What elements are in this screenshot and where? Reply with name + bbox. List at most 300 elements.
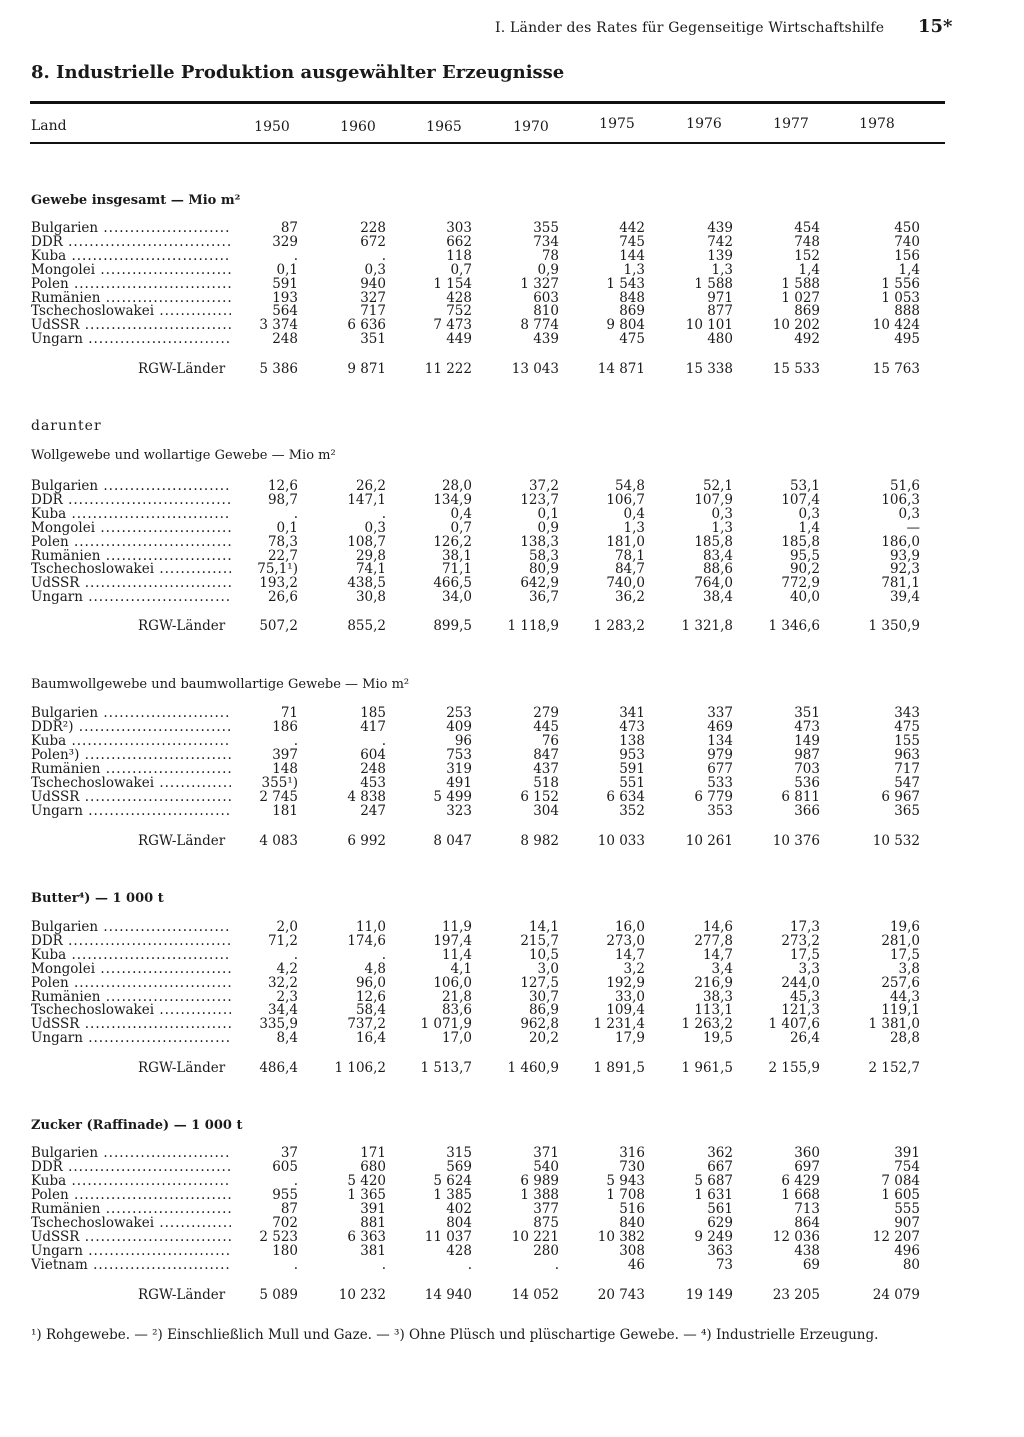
table-row	[0, 976, 1024, 990]
row-label: Tschechoslowakei .....	[31, 776, 231, 790]
table-cell: 697	[794, 1159, 820, 1175]
total-cell: 14 871	[597, 361, 645, 377]
table-cell: 96,0	[355, 974, 386, 991]
table-cell: 475	[894, 719, 920, 735]
table-cell: 37	[280, 1145, 298, 1161]
table-cell: 1 027	[781, 289, 820, 306]
table-cell: 87	[280, 220, 298, 236]
table-cell: 381	[360, 1243, 386, 1259]
table-cell: 702	[272, 1215, 298, 1231]
row-label: Rumänien .....	[31, 291, 231, 305]
row-label: Bulgarien .....	[31, 920, 231, 934]
table-cell: 16,0	[614, 919, 645, 935]
table-cell: 7 473	[433, 317, 472, 334]
table-cell: 109,4	[606, 1002, 645, 1019]
table-cell: 26,6	[267, 589, 298, 606]
table-cell: 247	[360, 803, 386, 819]
table-cell: 955	[272, 1187, 298, 1203]
total-row	[0, 619, 1024, 633]
total-cell: 855,2	[347, 618, 386, 634]
table-cell: 540	[533, 1159, 559, 1175]
table-cell: 1,3	[711, 261, 733, 278]
table-cell: 78,1	[614, 547, 645, 564]
table-cell: 772,9	[781, 575, 820, 592]
total-cell: 10 033	[597, 833, 645, 849]
table-cell: 327	[360, 289, 386, 306]
row-label: Polen .....	[31, 535, 231, 549]
total-cell: 486,4	[259, 1060, 298, 1076]
table-row	[0, 1160, 1024, 1174]
table-cell: 90,2	[789, 561, 820, 578]
table-cell: 1 381,0	[868, 1016, 920, 1033]
table-cell: 677	[707, 761, 733, 777]
table-cell: 17,5	[789, 946, 820, 963]
total-cell: 10 232	[338, 1287, 386, 1303]
table-cell: 19,5	[702, 1030, 733, 1047]
table-cell: 0,1	[276, 261, 298, 278]
column-header-year: 1975	[599, 116, 635, 132]
row-label: Ungarn .....	[31, 1244, 231, 1258]
table-row	[0, 762, 1024, 776]
row-label: Tschechoslowakei .....	[31, 562, 231, 576]
total-cell: 15 338	[685, 361, 733, 377]
table-cell: 888	[894, 303, 920, 320]
table-cell: 12,6	[355, 988, 386, 1005]
table-row	[0, 720, 1024, 734]
total-cell: 8 047	[433, 833, 472, 849]
table-cell: 591	[272, 275, 298, 292]
table-cell: 19,6	[889, 919, 920, 935]
table-cell: 149	[794, 733, 820, 749]
table-cell: 840	[619, 1215, 645, 1231]
table-cell: 428	[446, 289, 472, 306]
table-cell: 87	[280, 1201, 298, 1217]
table-cell: 33,0	[614, 988, 645, 1005]
table-cell: 6 634	[606, 789, 645, 805]
table-row	[0, 734, 1024, 748]
table-cell: 215,7	[520, 932, 559, 949]
table-row	[0, 1003, 1024, 1017]
table-row	[0, 1258, 1024, 1272]
table-cell: 4 838	[347, 789, 386, 805]
table-cell: 1 708	[606, 1187, 645, 1203]
table-cell: 78	[541, 247, 559, 264]
table-cell: 1,3	[623, 261, 645, 278]
table-cell: 323	[446, 803, 472, 819]
table-cell: 987	[794, 747, 820, 763]
table-cell: 75,1¹)	[257, 561, 298, 578]
total-cell: 19 149	[685, 1287, 733, 1303]
table-cell: 449	[446, 331, 472, 348]
table-cell: 2 745	[259, 789, 298, 805]
table-cell: .	[293, 946, 298, 963]
table-cell: 73	[715, 1257, 733, 1273]
table-cell: 248	[272, 331, 298, 348]
table-cell: 605	[272, 1159, 298, 1175]
row-label: Polen³) .....	[31, 748, 231, 762]
table-cell: 365	[894, 803, 920, 819]
row-label: UdSSR .....	[31, 1017, 231, 1031]
table-cell: 121,3	[781, 1002, 820, 1019]
row-label: Tschechoslowakei .....	[31, 1003, 231, 1017]
column-header-year: 1950	[254, 119, 290, 135]
table-cell: 516	[619, 1201, 645, 1217]
row-label: Rumänien .....	[31, 549, 231, 563]
table-cell: 88,6	[702, 561, 733, 578]
row-label: Rumänien .....	[31, 990, 231, 1004]
total-label: RGW-Länder	[138, 833, 226, 849]
table-cell: 281,0	[881, 932, 920, 949]
table-cell: 397	[272, 747, 298, 763]
table-cell: 12 207	[872, 1229, 920, 1245]
table-cell: 475	[619, 331, 645, 348]
table-cell: 737,2	[347, 1016, 386, 1033]
table-cell: .	[293, 505, 298, 522]
table-cell: 51,6	[889, 478, 920, 494]
table-cell: 1,4	[798, 261, 820, 278]
table-cell: 147,1	[347, 491, 386, 508]
total-label: RGW-Länder	[138, 618, 226, 634]
table-cell: 76	[541, 733, 559, 749]
total-cell: 1 961,5	[681, 1060, 733, 1076]
table-cell: 2,0	[276, 919, 298, 935]
table-cell: 979	[707, 747, 733, 763]
table-cell: 1 327	[520, 275, 559, 292]
table-cell: 0,3	[711, 505, 733, 522]
row-label: Bulgarien .....	[31, 706, 231, 720]
table-cell: 366	[794, 803, 820, 819]
table-cell: 134,9	[433, 491, 472, 508]
row-label: UdSSR .....	[31, 1230, 231, 1244]
table-cell: 273,0	[606, 932, 645, 949]
table-cell: 450	[894, 220, 920, 236]
table-cell: 257,6	[881, 974, 920, 991]
table-cell: 1 407,6	[768, 1016, 820, 1033]
total-cell: 1 513,7	[420, 1060, 472, 1076]
table-cell: 1 588	[694, 275, 733, 292]
row-label: Rumänien .....	[31, 762, 231, 776]
row-label: Tschechoslowakei .....	[31, 1216, 231, 1230]
table-cell: 740	[894, 233, 920, 250]
table-cell: 428	[446, 1243, 472, 1259]
table-row	[0, 521, 1024, 535]
table-cell: 30,8	[355, 589, 386, 606]
table-cell: 869	[619, 303, 645, 320]
table-cell: 569	[446, 1159, 472, 1175]
table-cell: 127,5	[520, 974, 559, 991]
table-row	[0, 277, 1024, 291]
table-cell: 181	[272, 803, 298, 819]
row-label: UdSSR .....	[31, 790, 231, 804]
table-cell: 391	[360, 1201, 386, 1217]
table-cell: 180	[272, 1243, 298, 1259]
table-cell: 604	[360, 747, 386, 763]
table-cell: 869	[794, 303, 820, 320]
table-cell: 730	[619, 1159, 645, 1175]
table-cell: .	[467, 1257, 472, 1273]
section-title: Zucker (Raffinade) — 1 000 t	[31, 1118, 243, 1133]
table-row	[0, 291, 1024, 305]
table-cell: 138	[619, 733, 645, 749]
row-label: Polen .....	[31, 1188, 231, 1202]
total-cell: 899,5	[433, 618, 472, 634]
table-cell: 603	[533, 289, 559, 306]
total-cell: 24 079	[872, 1287, 920, 1303]
table-row	[0, 263, 1024, 277]
table-cell: 662	[446, 233, 472, 250]
total-cell: 6 992	[347, 833, 386, 849]
column-header-year: 1965	[426, 119, 462, 135]
table-row	[0, 790, 1024, 804]
table-row	[0, 1244, 1024, 1258]
table-cell: 32,2	[267, 974, 298, 991]
row-label: Ungarn .....	[31, 590, 231, 604]
table-cell: 319	[446, 761, 472, 777]
table-cell: 2,3	[276, 988, 298, 1005]
table-cell: 847	[533, 747, 559, 763]
row-label: Polen .....	[31, 277, 231, 291]
table-row	[0, 1174, 1024, 1188]
table-cell: 303	[446, 220, 472, 236]
table-cell: 629	[707, 1215, 733, 1231]
table-cell: 71,1	[441, 561, 472, 578]
table-cell: 3 374	[259, 317, 298, 334]
table-cell: 355¹)	[261, 775, 298, 791]
table-cell: 0,3	[798, 505, 820, 522]
total-cell: 15 533	[772, 361, 820, 377]
column-header-year: 1977	[773, 116, 809, 132]
table-cell: 439	[707, 220, 733, 236]
table-cell: 28,8	[889, 1030, 920, 1047]
section-title: Butter⁴) — 1 000 t	[31, 891, 164, 906]
total-cell: 1 118,9	[507, 618, 559, 634]
table-cell: 113,1	[694, 1002, 733, 1019]
table-cell: 536	[794, 775, 820, 791]
row-label: Vietnam .....	[31, 1258, 231, 1272]
table-cell: 10 382	[597, 1229, 645, 1245]
total-cell: 23 205	[772, 1287, 820, 1303]
table-row	[0, 549, 1024, 563]
total-cell: 4 083	[259, 833, 298, 849]
total-cell: 2 155,9	[768, 1060, 820, 1076]
table-cell: 6 363	[347, 1229, 386, 1245]
table-cell: 181,0	[606, 533, 645, 550]
table-cell: 38,3	[702, 988, 733, 1005]
row-label: Kuba .....	[31, 1174, 231, 1188]
table-cell: 118	[446, 247, 472, 264]
table-cell: .	[381, 1257, 386, 1273]
table-row	[0, 1188, 1024, 1202]
table-cell: .	[381, 505, 386, 522]
table-cell: 80	[902, 1257, 920, 1273]
table-cell: 1 588	[781, 275, 820, 292]
table-cell: 74,1	[355, 561, 386, 578]
total-cell: 13 043	[511, 361, 559, 377]
table-cell: 106,7	[606, 491, 645, 508]
table-cell: 667	[707, 1159, 733, 1175]
table-cell: 138,3	[520, 533, 559, 550]
table-cell: 174,6	[347, 932, 386, 949]
table-cell: 438	[794, 1243, 820, 1259]
table-cell: 533	[707, 775, 733, 791]
table-cell: 228	[360, 220, 386, 236]
table-row	[0, 235, 1024, 249]
table-cell: 17,5	[889, 946, 920, 963]
table-cell: 402	[446, 1201, 472, 1217]
total-label: RGW-Länder	[138, 1287, 226, 1303]
table-cell: .	[381, 247, 386, 264]
table-row	[0, 1146, 1024, 1160]
table-cell: 5 687	[694, 1173, 733, 1189]
total-cell: 1 350,9	[868, 618, 920, 634]
table-cell: 126,2	[433, 533, 472, 550]
row-label: Mongolei .....	[31, 521, 231, 535]
row-label: Kuba .....	[31, 948, 231, 962]
table-row	[0, 535, 1024, 549]
total-cell: 2 152,7	[868, 1060, 920, 1076]
table-cell: 377	[533, 1201, 559, 1217]
table-cell: 3,3	[798, 960, 820, 977]
table-cell: 58,3	[528, 547, 559, 564]
table-cell: 107,4	[781, 491, 820, 508]
table-cell: 717	[894, 761, 920, 777]
table-cell: 438,5	[347, 575, 386, 592]
table-cell: 351	[360, 331, 386, 348]
table-cell: 848	[619, 289, 645, 306]
total-label: RGW-Länder	[138, 1060, 226, 1076]
table-cell: 713	[794, 1201, 820, 1217]
table-cell: 83,6	[441, 1002, 472, 1019]
table-cell: 134	[707, 733, 733, 749]
total-cell: 20 743	[597, 1287, 645, 1303]
table-cell: 108,7	[347, 533, 386, 550]
table-cell: 5 420	[347, 1173, 386, 1189]
table-cell: 34,4	[267, 1002, 298, 1019]
table-cell: 0,7	[450, 519, 472, 536]
table-cell: 1 154	[433, 275, 472, 292]
table-row	[0, 221, 1024, 235]
table-cell: 144	[619, 247, 645, 264]
row-label: DDR .....	[31, 235, 231, 249]
table-cell: 10 221	[511, 1229, 559, 1245]
table-cell: 248	[360, 761, 386, 777]
table-cell: 0,1	[537, 505, 559, 522]
row-label: Rumänien .....	[31, 1202, 231, 1216]
table-cell: 360	[794, 1145, 820, 1161]
table-row	[0, 1031, 1024, 1045]
table-cell: 409	[446, 719, 472, 735]
top-rule	[30, 101, 945, 104]
table-row	[0, 479, 1024, 493]
row-label: Polen .....	[31, 976, 231, 990]
table-cell: 971	[707, 289, 733, 306]
table-cell: 14,6	[702, 919, 733, 935]
table-cell: 6 989	[520, 1173, 559, 1189]
total-cell: 11 222	[424, 361, 472, 377]
table-cell: 6 429	[781, 1173, 820, 1189]
table-row	[0, 776, 1024, 790]
table-cell: 123,7	[520, 491, 559, 508]
table-cell: 69	[802, 1257, 820, 1273]
table-row	[0, 1202, 1024, 1216]
table-cell: 810	[533, 303, 559, 320]
table-cell: 781,1	[881, 575, 920, 592]
table-cell: 804	[446, 1215, 472, 1231]
row-label: Tschechoslowakei .....	[31, 304, 231, 318]
page-number: 15*	[918, 16, 953, 37]
row-label: UdSSR .....	[31, 318, 231, 332]
table-cell: 473	[619, 719, 645, 735]
table-cell: 495	[894, 331, 920, 348]
table-cell: 734	[533, 233, 559, 250]
table-cell: 10 101	[685, 317, 733, 334]
table-cell: 352	[619, 803, 645, 819]
table-cell: 44,3	[889, 988, 920, 1005]
table-cell: 14,1	[528, 919, 559, 935]
table-cell: 518	[533, 775, 559, 791]
table-cell: .	[293, 247, 298, 264]
table-cell: 197,4	[433, 932, 472, 949]
table-row	[0, 962, 1024, 976]
table-cell: 1 631	[694, 1187, 733, 1203]
table-cell: 0,1	[276, 519, 298, 536]
table-cell: 5 499	[433, 789, 472, 805]
table-row	[0, 748, 1024, 762]
section-title: Wollgewebe und wollartige Gewebe — Mio m²	[31, 448, 336, 463]
table-row	[0, 249, 1024, 263]
table-cell: 1 263,2	[681, 1016, 733, 1033]
row-label: Bulgarien .....	[31, 479, 231, 493]
table-row	[0, 1230, 1024, 1244]
table-row	[0, 920, 1024, 934]
row-label: Mongolei .....	[31, 263, 231, 277]
table-row	[0, 562, 1024, 576]
table-cell: 36,2	[614, 589, 645, 606]
table-cell: 1,3	[623, 519, 645, 536]
header-rule	[30, 142, 945, 144]
table-cell: 491	[446, 775, 472, 791]
table-cell: 71,2	[267, 932, 298, 949]
table-cell: 877	[707, 303, 733, 320]
table-cell: 17,0	[441, 1030, 472, 1047]
table-cell: 11,0	[355, 919, 386, 935]
table-cell: 106,3	[881, 491, 920, 508]
table-cell: 371	[533, 1145, 559, 1161]
table-row	[0, 590, 1024, 604]
table-row	[0, 304, 1024, 318]
table-cell: 7 084	[881, 1173, 920, 1189]
table-cell: 753	[446, 747, 472, 763]
table-cell: 119,1	[881, 1002, 920, 1019]
table-cell: 10 424	[872, 317, 920, 334]
table-cell: 355	[533, 220, 559, 236]
table-cell: 672	[360, 233, 386, 250]
table-cell: 473	[794, 719, 820, 735]
row-label: DDR .....	[31, 1160, 231, 1174]
row-label: Bulgarien .....	[31, 1146, 231, 1160]
table-cell: 244,0	[781, 974, 820, 991]
total-row	[0, 362, 1024, 376]
section-title: Baumwollgewebe und baumwollartige Gewebe — Mio m²	[31, 677, 410, 692]
table-cell: 547	[894, 775, 920, 791]
table-cell: 52,1	[702, 478, 733, 494]
table-cell: 0,9	[537, 261, 559, 278]
column-header-year: 1970	[513, 119, 549, 135]
table-cell: 53,1	[789, 478, 820, 494]
table-cell: 39,4	[889, 589, 920, 606]
table-cell: 3,0	[537, 960, 559, 977]
table-cell: 963	[894, 747, 920, 763]
